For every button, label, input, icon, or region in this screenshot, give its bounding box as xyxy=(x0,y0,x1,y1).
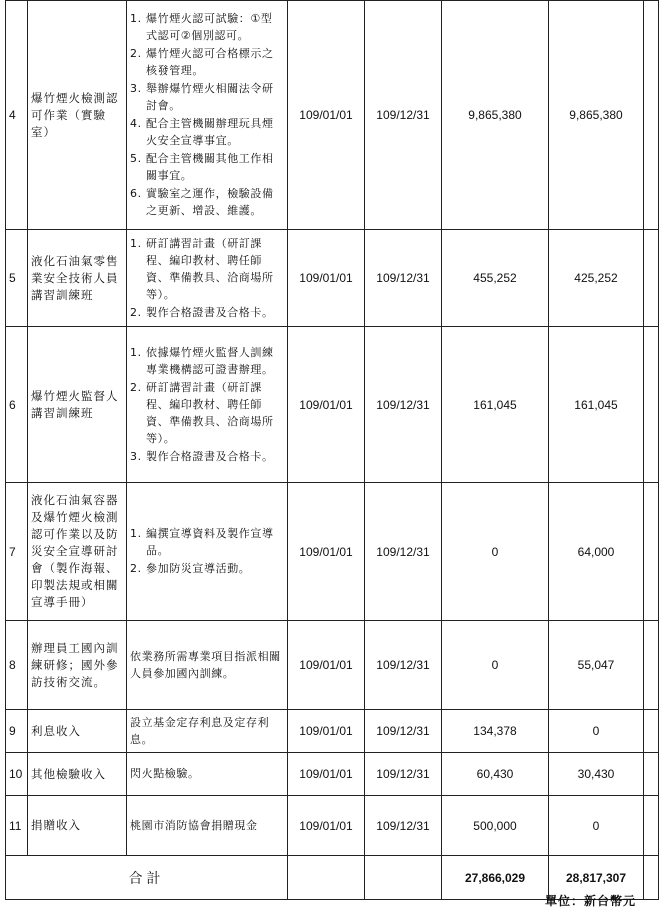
description-item xyxy=(130,379,283,447)
description-item-marker: 6. xyxy=(130,187,142,200)
description-item xyxy=(130,560,283,577)
total-amount1: 27,866,029 xyxy=(442,856,549,900)
row-number: 10 xyxy=(6,753,28,796)
item-name: 捐贈收入 xyxy=(28,796,127,856)
end-date: 109/12/31 xyxy=(365,483,442,621)
description-item-marker: 2. xyxy=(130,305,142,319)
amount2: 55,047 xyxy=(549,621,644,710)
description-item-text: 研訂講習計畫（研訂課程、編印教材、聘任師資、準備教具、洽商場所等）。 xyxy=(146,236,274,301)
description-item-marker: 4. xyxy=(130,117,142,130)
description-item xyxy=(130,235,283,303)
description-item-text: 配合主管機關辦理玩具煙火安全宣導事宜。 xyxy=(146,117,274,147)
description-item-marker: 2. xyxy=(130,562,142,575)
description-item xyxy=(130,344,283,378)
description-item xyxy=(130,304,283,321)
empty-cell xyxy=(644,796,659,856)
description-list xyxy=(130,817,283,834)
total-amount2: 28,817,307 xyxy=(549,856,644,900)
row-number: 5 xyxy=(6,230,28,327)
start-date: 109/01/01 xyxy=(288,710,365,753)
row-number: 8 xyxy=(6,621,28,710)
row-number: 4 xyxy=(6,1,28,230)
empty-cell xyxy=(644,710,659,753)
item-description xyxy=(127,483,288,621)
description-item xyxy=(130,448,283,465)
end-date: 109/12/31 xyxy=(365,1,442,230)
amount1: 455,252 xyxy=(442,230,549,327)
description-item-text: 閃火點檢驗。 xyxy=(130,767,200,780)
item-name: 液化石油氣零售業安全技術人員講習訓練班 xyxy=(28,230,127,327)
amount2: 161,045 xyxy=(549,327,644,483)
amount1: 161,045 xyxy=(442,327,549,483)
total-empty-cell xyxy=(644,856,659,900)
item-name: 其他檢驗收入 xyxy=(28,753,127,796)
empty-cell xyxy=(644,1,659,230)
budget-table xyxy=(5,0,659,900)
amount1: 0 xyxy=(442,483,549,621)
description-item-marker: 1. xyxy=(130,527,142,540)
description-item-marker: 2. xyxy=(130,47,142,60)
description-list xyxy=(130,235,283,321)
item-description xyxy=(127,230,288,327)
row-number: 6 xyxy=(6,327,28,483)
description-item xyxy=(130,80,283,114)
description-item-marker: 3. xyxy=(130,449,142,463)
unit-note: 單位：新台幣元 xyxy=(544,894,636,908)
description-item-text: 參加防災宣導活動。 xyxy=(146,562,251,575)
start-date: 109/01/01 xyxy=(288,1,365,230)
total-label: 合計 xyxy=(6,856,288,900)
table-row xyxy=(6,230,659,327)
item-name: 利息收入 xyxy=(28,710,127,753)
end-date: 109/12/31 xyxy=(365,230,442,327)
item-name: 辦理員工國內訓練研修；國外參訪技術交流。 xyxy=(28,621,127,710)
description-list xyxy=(130,344,283,465)
description-item xyxy=(130,648,283,682)
item-description xyxy=(127,710,288,753)
description-item-text: 爆竹煙火認可試驗：①型式認可②個別認可。 xyxy=(146,12,273,42)
description-item-text: 舉辦爆竹煙火相關法令研討會。 xyxy=(146,82,274,112)
description-item xyxy=(130,185,283,219)
table-row xyxy=(6,753,659,796)
description-item-text: 編撰宣導資料及製作宣導品。 xyxy=(146,527,274,557)
description-item xyxy=(130,525,283,559)
description-item-text: 配合主管機關其他工作相關事宜。 xyxy=(146,152,274,182)
table-row xyxy=(6,327,659,483)
item-description xyxy=(127,753,288,796)
description-item-marker: 1. xyxy=(130,12,142,25)
item-description xyxy=(127,621,288,710)
description-item-text: 設立基金定存利息及定存利息。 xyxy=(130,715,270,746)
table-row xyxy=(6,483,659,621)
description-item-text: 實驗室之運作，檢驗設備之更新、增設、維護。 xyxy=(146,187,274,217)
end-date: 109/12/31 xyxy=(365,753,442,796)
table-body xyxy=(6,1,659,856)
table-row xyxy=(6,621,659,710)
description-list xyxy=(130,714,283,748)
description-item-text: 依據爆竹煙火監督人訓練專業機構認可證書辦理。 xyxy=(146,345,274,376)
empty-cell xyxy=(644,230,659,327)
item-name: 爆竹煙火檢測認可作業（實驗室） xyxy=(28,1,127,230)
description-item-text: 依業務所需專業項目指派相關人員參加國內訓練。 xyxy=(130,649,281,680)
item-name: 爆竹煙火監督人講習訓練班 xyxy=(28,327,127,483)
item-description xyxy=(127,796,288,856)
description-list xyxy=(130,648,283,682)
description-list xyxy=(130,765,283,782)
amount1: 9,865,380 xyxy=(442,1,549,230)
description-item-marker: 1. xyxy=(130,236,142,250)
row-number: 7 xyxy=(6,483,28,621)
description-item-marker: 2. xyxy=(130,380,142,394)
description-item-marker: 1. xyxy=(130,345,142,359)
table-row xyxy=(6,710,659,753)
description-item xyxy=(130,45,283,79)
description-item-text: 研訂講習計畫（研訂課程、編印教材、聘任師資、準備教具、洽商場所等）。 xyxy=(146,380,274,445)
start-date: 109/01/01 xyxy=(288,621,365,710)
amount2: 0 xyxy=(549,710,644,753)
description-item xyxy=(130,765,283,782)
amount1: 60,430 xyxy=(442,753,549,796)
amount1: 0 xyxy=(442,621,549,710)
description-item xyxy=(130,714,283,748)
amount2: 425,252 xyxy=(549,230,644,327)
table-row xyxy=(6,796,659,856)
amount1: 134,378 xyxy=(442,710,549,753)
description-item-text: 製作合格證書及合格卡。 xyxy=(146,305,274,319)
item-description xyxy=(127,327,288,483)
description-item-text: 爆竹煙火認可合格標示之核發管理。 xyxy=(146,47,274,77)
empty-cell xyxy=(644,621,659,710)
start-date: 109/01/01 xyxy=(288,483,365,621)
amount2: 30,430 xyxy=(549,753,644,796)
start-date: 109/01/01 xyxy=(288,753,365,796)
description-item xyxy=(130,10,283,44)
description-item xyxy=(130,817,283,834)
end-date: 109/12/31 xyxy=(365,710,442,753)
end-date: 109/12/31 xyxy=(365,796,442,856)
empty-cell xyxy=(644,753,659,796)
end-date: 109/12/31 xyxy=(365,621,442,710)
start-date: 109/01/01 xyxy=(288,796,365,856)
item-description xyxy=(127,1,288,230)
amount1: 500,000 xyxy=(442,796,549,856)
amount2: 9,865,380 xyxy=(549,1,644,230)
description-item-marker: 5. xyxy=(130,152,142,165)
budget-table-sheet xyxy=(5,0,658,900)
empty-cell xyxy=(644,483,659,621)
description-item xyxy=(130,150,283,184)
description-item-marker: 3. xyxy=(130,82,142,95)
empty-cell xyxy=(644,327,659,483)
table-row xyxy=(6,1,659,230)
row-number: 11 xyxy=(6,796,28,856)
row-number: 9 xyxy=(6,710,28,753)
item-name: 液化石油氣容器及爆竹煙火檢測認可作業以及防災安全宣導研討會（製作海報、印製法規或相關宣導手冊） xyxy=(28,483,127,621)
description-item-text: 桃園市消防協會捐贈現金 xyxy=(130,818,258,832)
end-date: 109/12/31 xyxy=(365,327,442,483)
description-list xyxy=(130,525,283,577)
amount2: 64,000 xyxy=(549,483,644,621)
description-item xyxy=(130,115,283,149)
description-item-text: 製作合格證書及合格卡。 xyxy=(146,449,274,463)
start-date: 109/01/01 xyxy=(288,230,365,327)
description-list xyxy=(130,10,283,219)
total-empty-cell xyxy=(288,856,365,900)
total-empty-cell xyxy=(365,856,442,900)
amount2: 0 xyxy=(549,796,644,856)
start-date: 109/01/01 xyxy=(288,327,365,483)
